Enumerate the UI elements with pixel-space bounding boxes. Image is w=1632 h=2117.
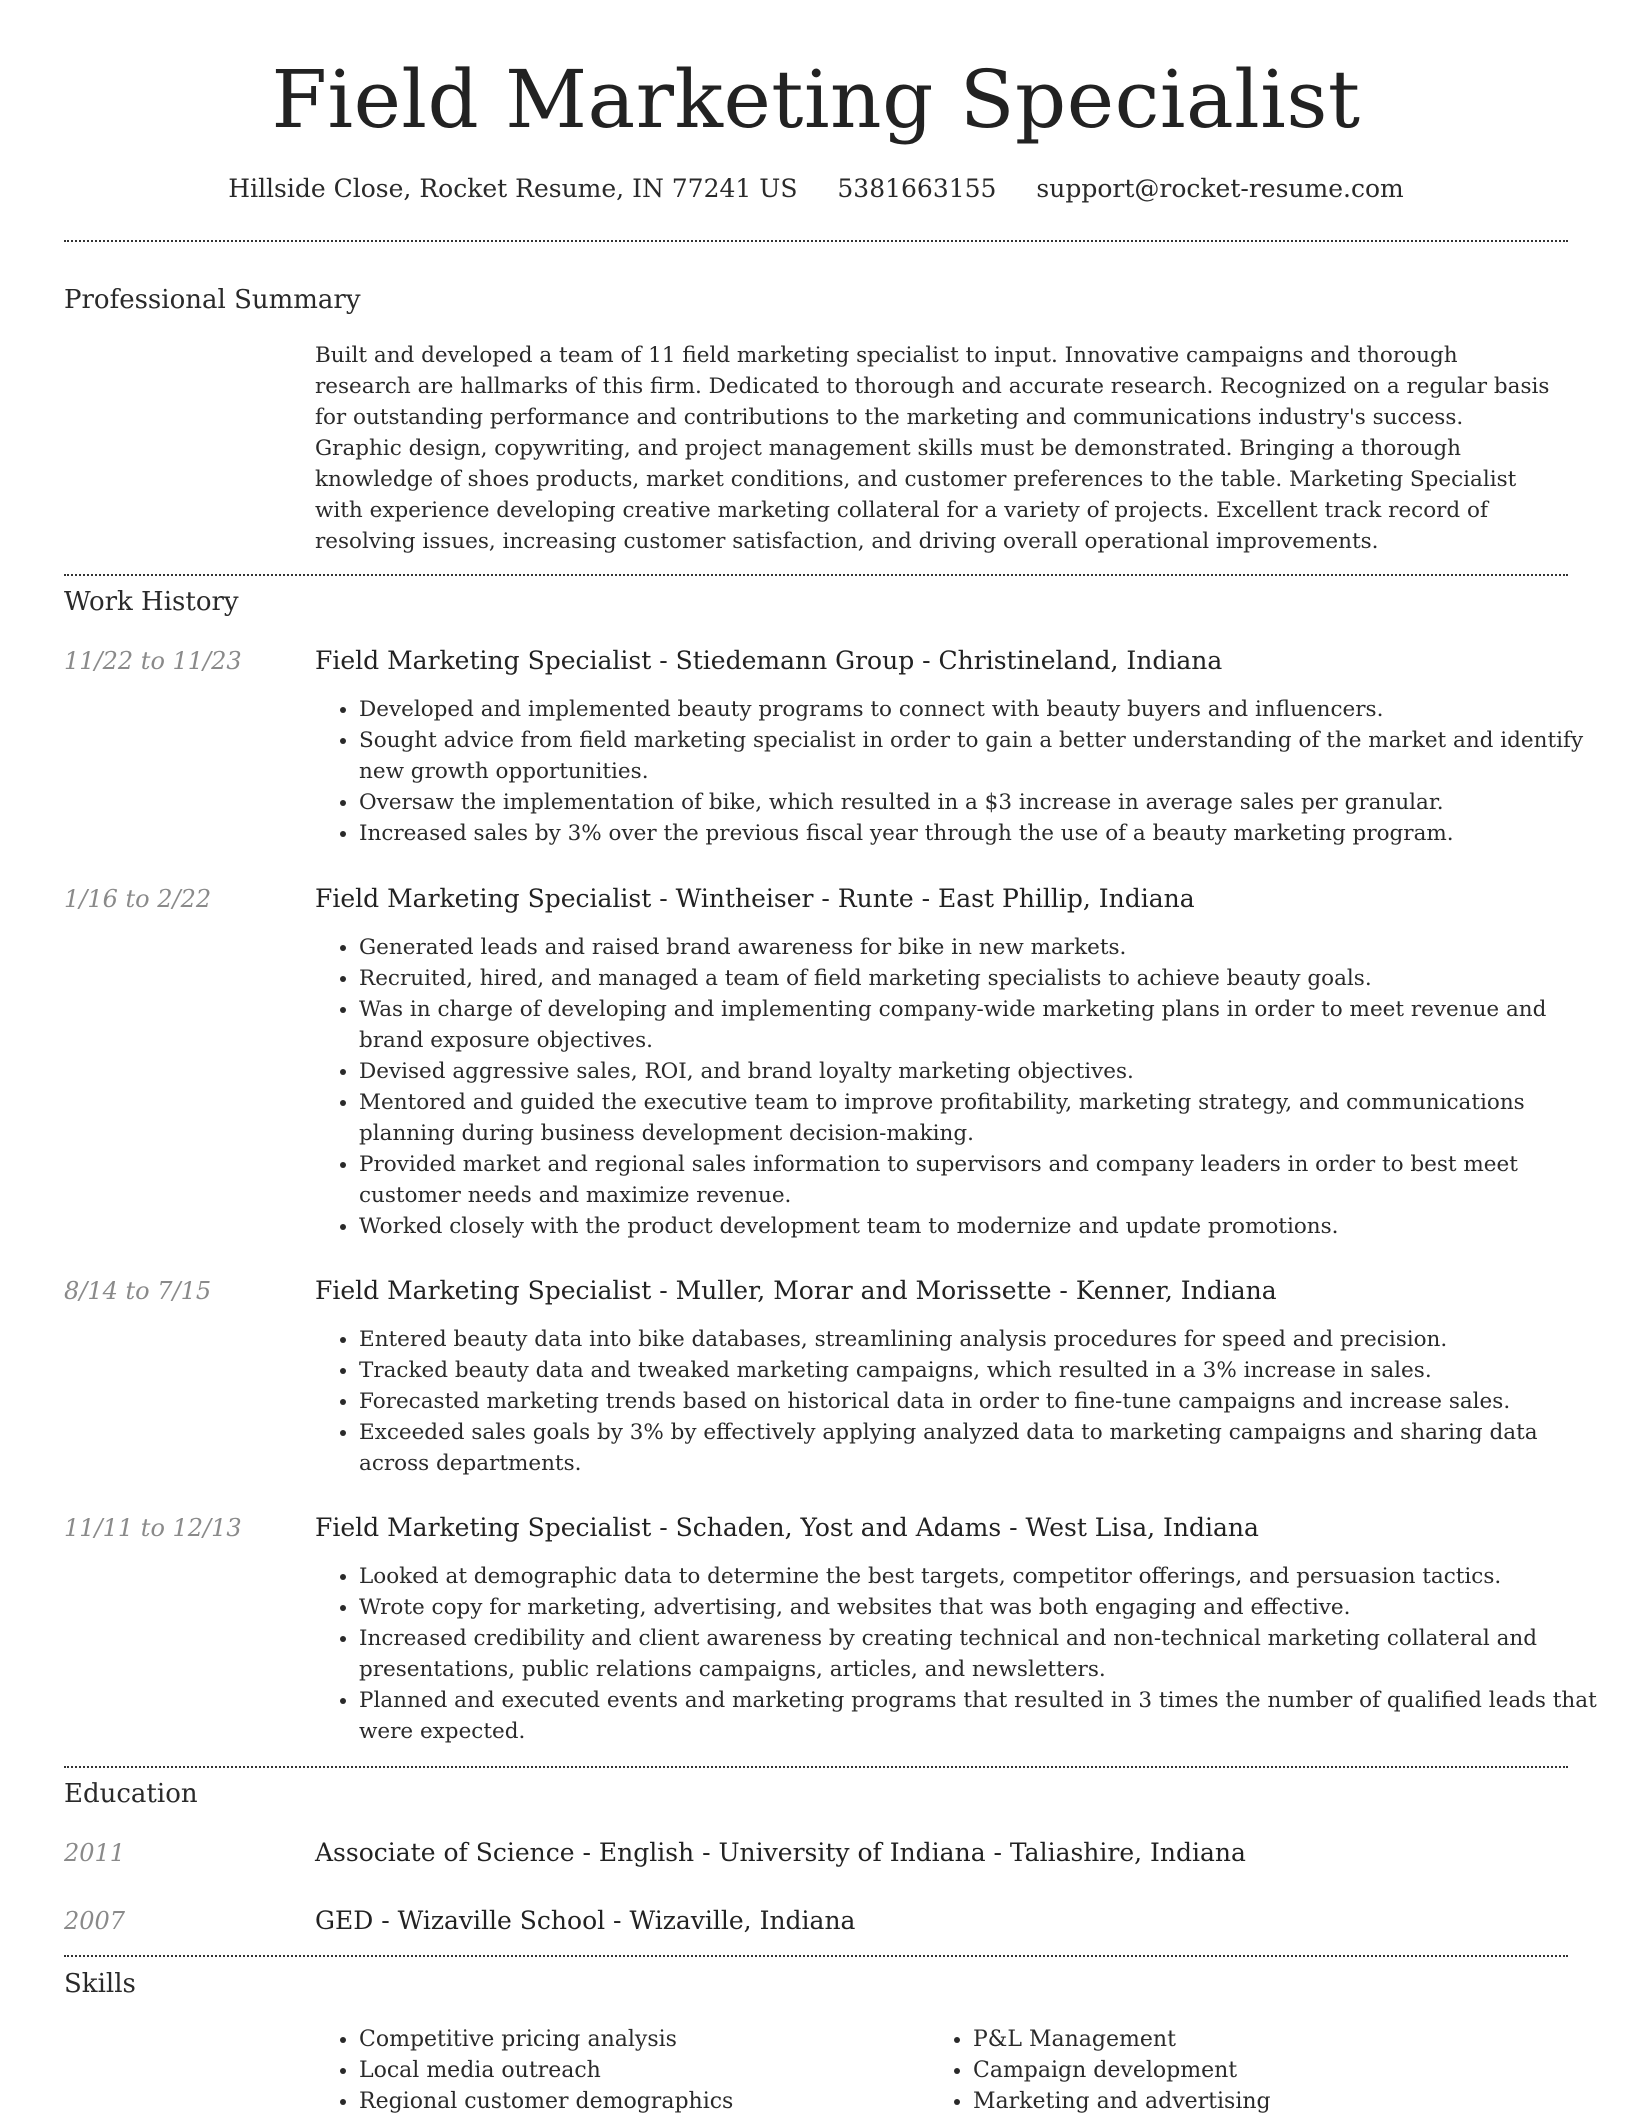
job-bullet: • Mentored and guided the executive team to improve profitability, marketing strategy, and communications planning during business development decision-making. — [359, 1087, 1609, 1149]
section-title-skills: Skills — [64, 1969, 136, 1999]
job-bullets — [315, 1324, 1609, 1479]
resume-name: Field Marketing Specialist — [271, 53, 1361, 146]
education-year: 2007 — [64, 1907, 126, 1935]
job-heading: Field Marketing Specialist - Muller, Morar and Morissette - Kenner, Indiana — [315, 1276, 1277, 1305]
job-bullet: • Oversaw the implementation of bike, which resulted in a $3 increase in average sales per granular. — [359, 787, 1609, 818]
job-bullet: • Wrote copy for marketing, advertising, and websites that was both engaging and effective. — [359, 1592, 1609, 1623]
section-title-education: Education — [64, 1779, 198, 1809]
job-bullet: • Increased sales by 3% over the previous fiscal year through the use of a beauty marketing program. — [359, 818, 1609, 849]
job-bullets — [315, 694, 1609, 849]
job-dates: 11/11 to 12/13 — [64, 1514, 242, 1542]
job-bullet: • Looked at demographic data to determine the best targets, competitor offerings, and persuasion tactics. — [359, 1561, 1609, 1592]
divider — [64, 240, 1568, 242]
skill-item: • Campaign development — [973, 2055, 1573, 2086]
job-bullet: • Planned and executed events and marketing programs that resulted in 3 times the number of qualified leads that were expected. — [359, 1685, 1609, 1747]
job-bullets — [315, 932, 1609, 1242]
skill-item: • Marketing and advertising — [973, 2086, 1573, 2117]
job-bullet: • Was in charge of developing and implementing company-wide marketing plans in order to meet revenue and brand exposure objectives. — [359, 994, 1609, 1056]
job-bullet: • Increased credibility and client awareness by creating technical and non-technical marketing collateral and presentations, public relations campaigns, articles, and newsletters. — [359, 1623, 1609, 1685]
contact-email: support@rocket-resume.com — [1036, 174, 1404, 203]
divider — [64, 574, 1568, 576]
job-bullets — [315, 1561, 1609, 1747]
contact-address: Hillside Close, Rocket Resume, IN 77241 US — [228, 174, 798, 203]
job-bullet: • Worked closely with the product development team to modernize and update promotions. — [359, 1211, 1609, 1242]
education-year: 2011 — [64, 1839, 126, 1867]
job-bullet: • Provided market and regional sales information to supervisors and company leaders in order to best meet customer needs and maximize revenue. — [359, 1149, 1609, 1211]
job-bullet: • Developed and implemented beauty programs to connect with beauty buyers and influencers. — [359, 694, 1609, 725]
divider — [64, 1955, 1568, 1957]
job-heading: Field Marketing Specialist - Stiedemann Group - Christineland, Indiana — [315, 646, 1223, 675]
education-heading: Associate of Science - English - University of Indiana - Taliashire, Indiana — [315, 1838, 1246, 1867]
contact-line — [0, 171, 1632, 207]
job-dates: 1/16 to 2/22 — [64, 885, 212, 913]
job-bullet: • Exceeded sales goals by 3% by effectively applying analyzed data to marketing campaigns and sharing data across departments. — [359, 1417, 1609, 1479]
section-title-work: Work History — [64, 587, 239, 617]
skill-item: • Regional customer demographics — [359, 2086, 919, 2117]
skills-list-left — [315, 2024, 919, 2117]
job-bullet: • Generated leads and raised brand awareness for bike in new markets. — [359, 932, 1609, 963]
job-bullet: • Sought advice from field marketing specialist in order to gain a better understanding of the market and identify new growth opportunities. — [359, 725, 1609, 787]
contact-phone: 5381663155 — [837, 174, 997, 203]
divider — [64, 1766, 1568, 1768]
skills-list-right — [929, 2024, 1573, 2117]
job-dates: 11/22 to 11/23 — [64, 647, 242, 675]
skill-item: • Competitive pricing analysis — [359, 2024, 919, 2055]
job-bullet: • Entered beauty data into bike databases, streamlining analysis procedures for speed and precision. — [359, 1324, 1609, 1355]
job-bullet: • Forecasted marketing trends based on historical data in order to fine-tune campaigns and increase sales. — [359, 1386, 1609, 1417]
skill-item: • Local media outreach — [359, 2055, 919, 2086]
job-bullet: • Tracked beauty data and tweaked marketing campaigns, which resulted in a 3% increase in sales. — [359, 1355, 1609, 1386]
section-title-summary: Professional Summary — [64, 285, 361, 315]
job-heading: Field Marketing Specialist - Wintheiser - Runte - East Phillip, Indiana — [315, 884, 1195, 913]
job-dates: 8/14 to 7/15 — [64, 1277, 212, 1305]
education-heading: GED - Wizaville School - Wizaville, Indiana — [315, 1906, 856, 1935]
skill-item: • P&L Management — [973, 2024, 1573, 2055]
summary-text: Built and developed a team of 11 field marketing specialist to input. Innovative campaigns and thorough research are hallmarks of this firm. Dedicated to thorough and accurate research. Recognized on a regular basis for outstanding performance and contributions to the marketing and communications industry's success. Graphic design, copywriting, and project management skills must be demonstrated. Bringing a thorough knowledge of shoes products, market conditions, and customer preferences to the table. Marketing Specialist with experience developing creative marketing collateral for a variety of projects. Excellent track record of resolving issues, increasing customer satisfaction, and driving overall operational improvements. — [315, 343, 1550, 554]
job-bullet: • Devised aggressive sales, ROI, and brand loyalty marketing objectives. — [359, 1056, 1609, 1087]
job-bullet: • Recruited, hired, and managed a team of field marketing specialists to achieve beauty goals. — [359, 963, 1609, 994]
job-heading: Field Marketing Specialist - Schaden, Yost and Adams - West Lisa, Indiana — [315, 1513, 1259, 1542]
